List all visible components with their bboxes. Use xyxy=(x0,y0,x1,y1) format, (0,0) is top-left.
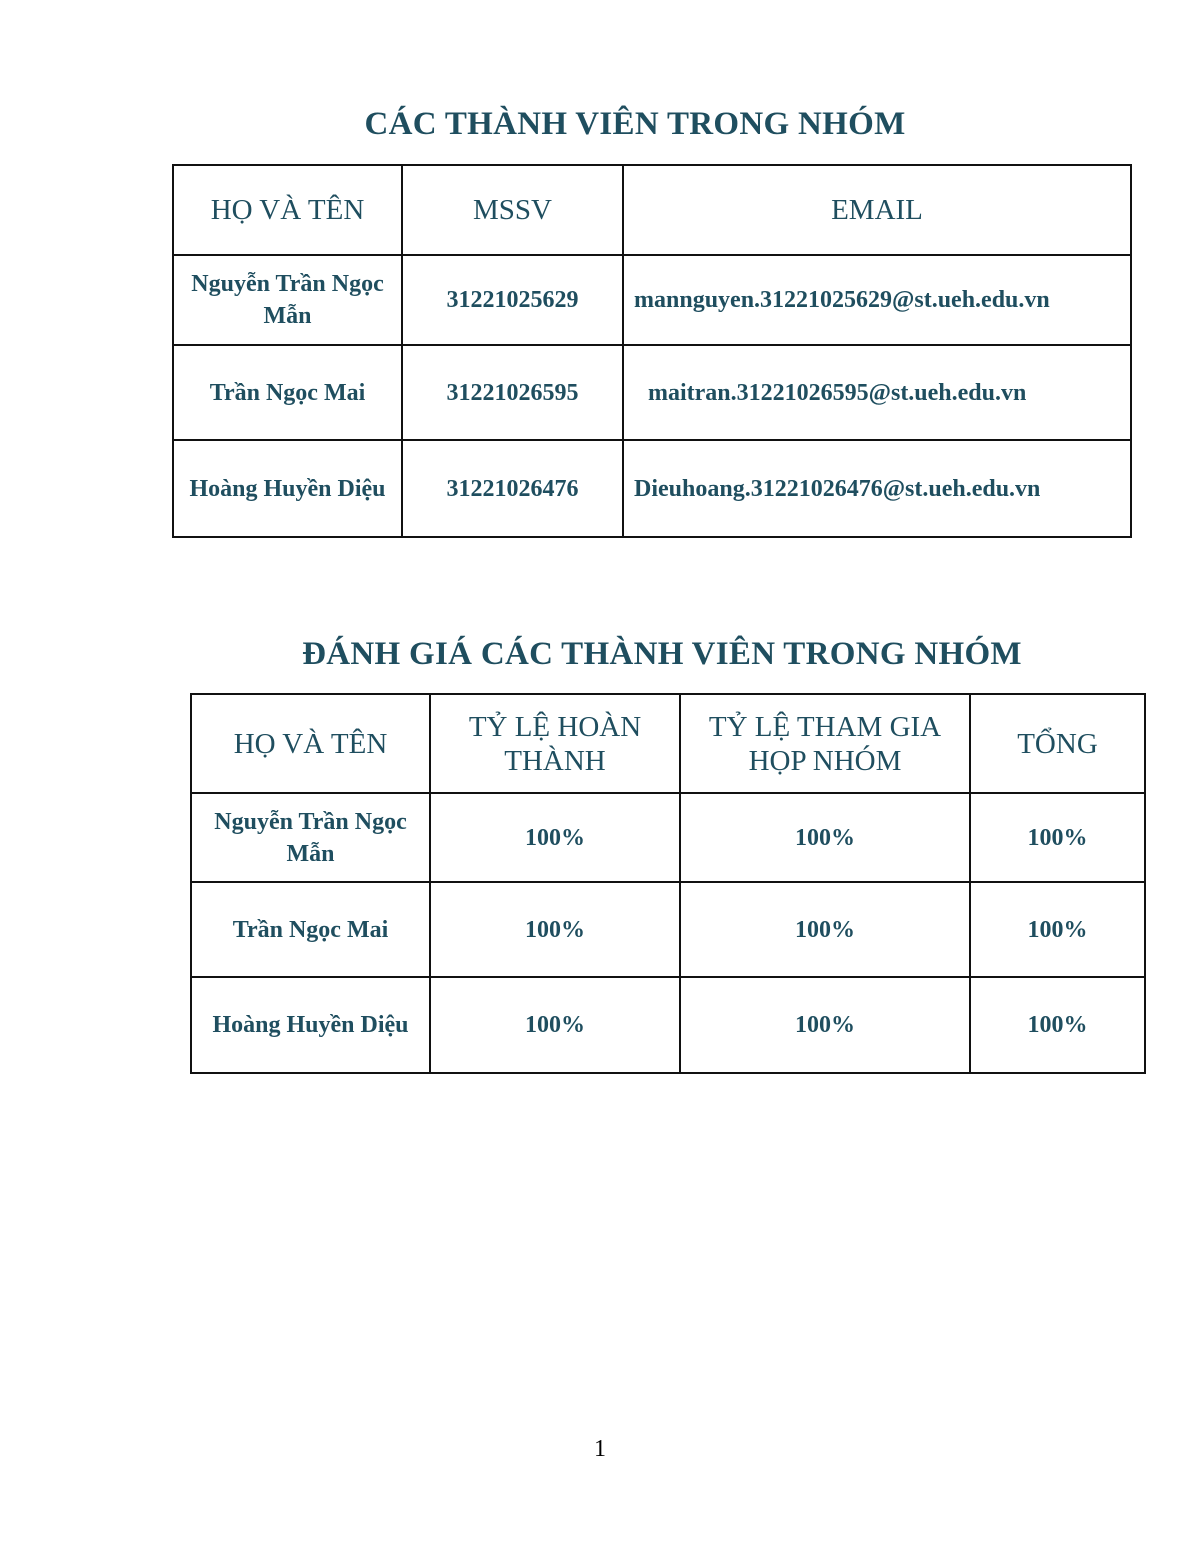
table-row xyxy=(191,882,1145,977)
header-name: HỌ VÀ TÊN xyxy=(191,694,430,793)
table-row xyxy=(191,793,1145,882)
table-row xyxy=(173,345,1131,440)
eval-participation: 100% xyxy=(680,793,970,882)
member-email: Dieuhoang.31221026476@st.ueh.edu.vn xyxy=(623,440,1131,537)
header-email: EMAIL xyxy=(623,165,1131,255)
eval-name: Nguyễn Trần Ngọc Mẫn xyxy=(191,793,430,882)
header-completion: TỶ LỆ HOÀN THÀNH xyxy=(430,694,680,793)
eval-participation: 100% xyxy=(680,882,970,977)
members-table xyxy=(172,164,1132,538)
member-name: Trần Ngọc Mai xyxy=(173,345,402,440)
evaluation-header-row xyxy=(191,694,1145,793)
eval-participation: 100% xyxy=(680,977,970,1073)
header-name: HỌ VÀ TÊN xyxy=(173,165,402,255)
member-name: Hoàng Huyền Diệu xyxy=(173,440,402,537)
eval-total: 100% xyxy=(970,793,1145,882)
member-name: Nguyễn Trần Ngọc Mẫn xyxy=(173,255,402,345)
member-mssv: 31221025629 xyxy=(402,255,623,345)
members-header-row xyxy=(173,165,1131,255)
eval-name: Trần Ngọc Mai xyxy=(191,882,430,977)
eval-completion: 100% xyxy=(430,793,680,882)
member-email: maitran.31221026595@st.ueh.edu.vn xyxy=(623,345,1131,440)
member-email: mannguyen.31221025629@st.ueh.edu.vn xyxy=(623,255,1131,345)
member-mssv: 31221026595 xyxy=(402,345,623,440)
evaluation-section-title: ĐÁNH GIÁ CÁC THÀNH VIÊN TRONG NHÓM xyxy=(302,636,1022,672)
header-participation: TỶ LỆ THAM GIA HỌP NHÓM xyxy=(680,694,970,793)
table-row xyxy=(173,255,1131,345)
eval-completion: 100% xyxy=(430,977,680,1073)
table-row xyxy=(173,440,1131,537)
eval-total: 100% xyxy=(970,882,1145,977)
table-row xyxy=(191,977,1145,1073)
evaluation-table xyxy=(190,693,1146,1074)
page-number: 1 xyxy=(594,1436,606,1462)
eval-total: 100% xyxy=(970,977,1145,1073)
member-mssv: 31221026476 xyxy=(402,440,623,537)
eval-name: Hoàng Huyền Diệu xyxy=(191,977,430,1073)
eval-completion: 100% xyxy=(430,882,680,977)
header-total: TỔNG xyxy=(970,694,1145,793)
members-section-title: CÁC THÀNH VIÊN TRONG NHÓM xyxy=(364,106,906,142)
header-mssv: MSSV xyxy=(402,165,623,255)
